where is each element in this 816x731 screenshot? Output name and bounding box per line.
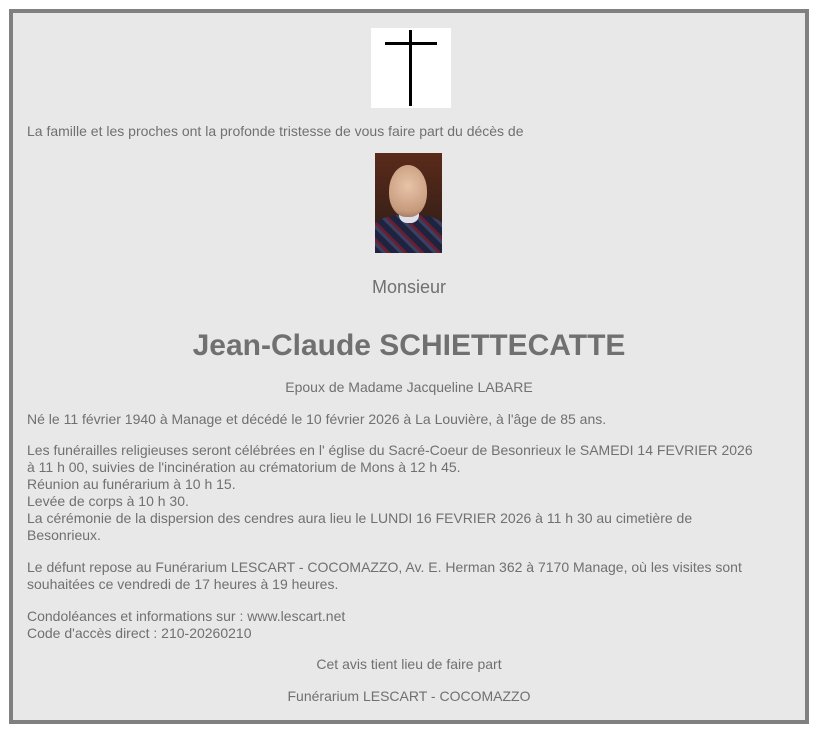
visitation-line: souhaitées ce vendredi de 17 heures à 19 heures. [27, 576, 339, 592]
visitation-line: Le défunt repose au Funérarium LESCART - COCOMAZZO, Av. E. Herman 362 à 7170 Manage, où les visites sont [27, 559, 742, 575]
cross-icon [371, 28, 451, 108]
spouse-line: Epoux de Madame Jacqueline LABARE [285, 379, 533, 395]
funeral-line: Besonrieux. [27, 527, 101, 543]
visitation-details [27, 559, 791, 593]
portrait-photo [375, 153, 442, 253]
photo-face [389, 165, 427, 217]
funeral-line: Levée de corps à 10 h 30. [27, 493, 189, 509]
obituary-card [9, 9, 809, 724]
funeral-line: La cérémonie de la dispersion des cendres aura lieu le LUNDI 16 FEVRIER 2026 à 11 h 30 au cimetière de [27, 510, 693, 526]
birth-death-line: Né le 11 février 1940 à Manage et décédé le 10 février 2026 à La Louvière, à l'âge de 85 ans. [27, 411, 607, 427]
honorific: Monsieur [371, 277, 447, 297]
condolences-info [27, 608, 791, 642]
cross-horizontal [385, 42, 437, 45]
intro-text: La famille et les proches ont la profonde tristesse de vous faire part du décès de [27, 123, 524, 139]
deceased-name: Jean-Claude SCHIETTECATTE [192, 329, 626, 362]
funeral-line: Les funérailles religieuses seront célébrées en l' église du Sacré-Coeur de Besonrieux le SAMEDI 14 FEVRIER 2026 [27, 442, 753, 458]
notice-text: Cet avis tient lieu de faire part [316, 656, 502, 672]
funeral-details [27, 442, 791, 544]
funeral-line: à 11 h 00, suivies de l'incinération au crématorium de Mons à 12 h 45. [27, 459, 461, 475]
funeral-line: Réunion au funérarium à 10 h 15. [27, 476, 236, 492]
signature: Funérarium LESCART - COCOMAZZO [287, 688, 531, 704]
access-code-line: Code d'accès direct : 210-20260210 [27, 625, 252, 641]
condolences-line: Condoléances et informations sur : www.lescart.net [27, 608, 346, 624]
